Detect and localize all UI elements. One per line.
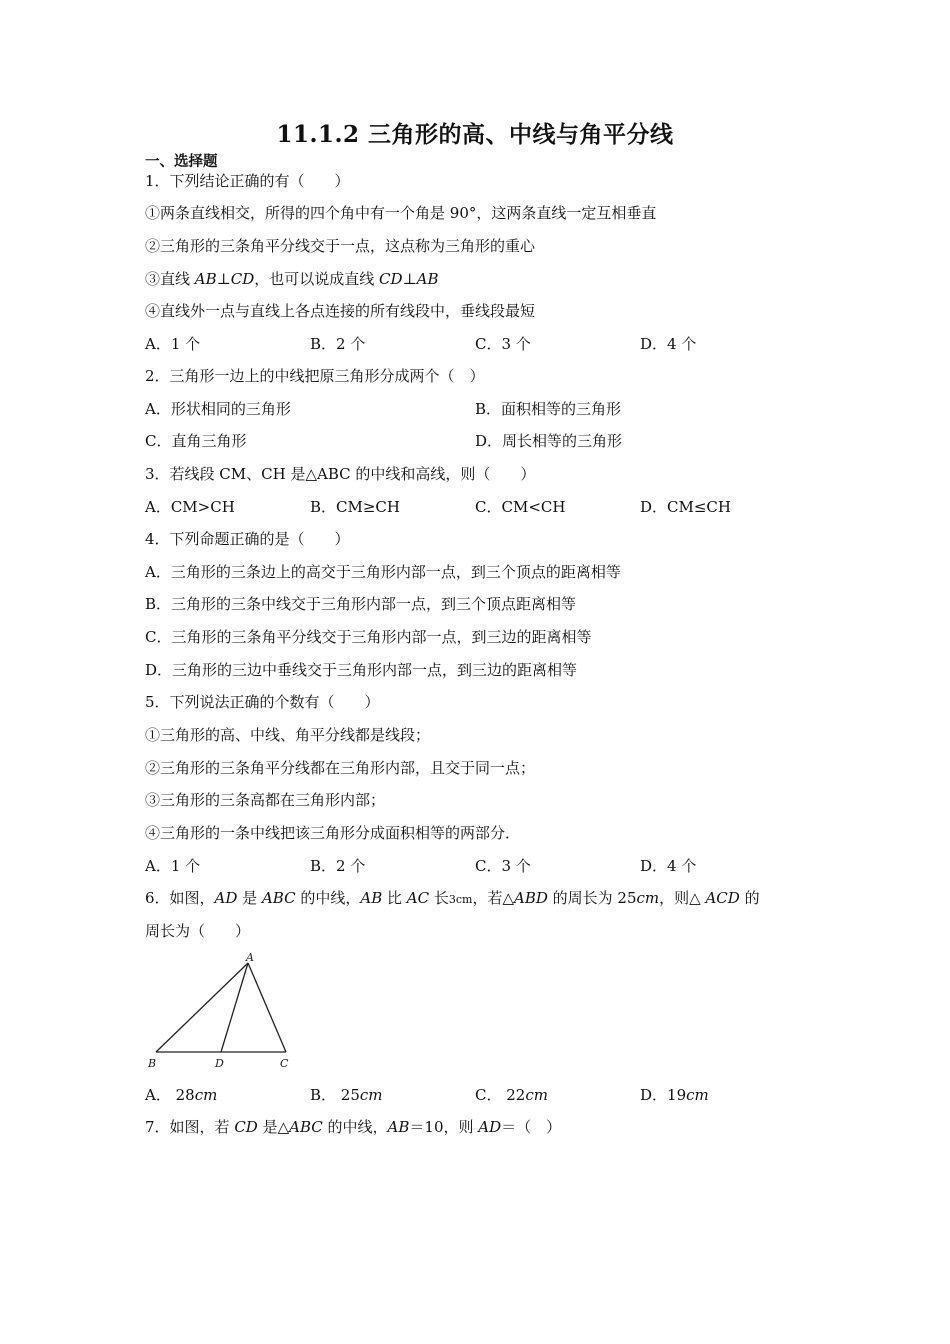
q6-option-b[interactable] <box>310 1085 383 1105</box>
q2-option-d[interactable]: D．周长相等的三角形 <box>475 432 623 450</box>
text: 是△ <box>257 1118 290 1136</box>
text: 是 <box>237 889 262 907</box>
q5-statement-2: ②三角形的三条角平分线都在三角形内部，且交于同一点； <box>145 759 536 777</box>
q2-stem: 2．三角形一边上的中线把原三角形分成两个（ ） <box>145 367 485 385</box>
math: cm <box>686 1086 709 1104</box>
text: A． 28 <box>145 1086 195 1104</box>
q5-statement-4: ④三角形的一条中线把该三角形分成面积相等的两部分． <box>145 824 521 842</box>
q1-option-c[interactable]: C．3 个 <box>475 335 531 353</box>
math: ACD <box>705 889 740 907</box>
math: ABD <box>514 889 548 907</box>
text: 7．如图，若 <box>145 1118 235 1136</box>
q3-option-a[interactable]: A．CM>CH <box>145 498 235 516</box>
text: B． 25 <box>310 1086 360 1104</box>
text: C． 22 <box>475 1086 526 1104</box>
q1-option-d[interactable]: D．4 个 <box>640 335 697 353</box>
q1-statement-1: ①两条直线相交，所得的四个角中有一个角是 90°，这两条直线一定互相垂直 <box>145 204 657 222</box>
q4-option-b[interactable]: B．三角形的三条中线交于三角形内部一点，到三个顶点距离相等 <box>145 595 577 613</box>
q3-option-c[interactable]: C．CM<CH <box>475 498 566 516</box>
q1-option-b[interactable]: B．2 个 <box>310 335 366 353</box>
math: cm <box>359 1086 383 1104</box>
text: D．19 <box>640 1086 687 1104</box>
q6-option-d[interactable] <box>640 1085 709 1105</box>
label-c: C <box>280 1057 289 1070</box>
q2-option-a[interactable]: A．形状相同的三角形 <box>145 400 291 418</box>
q3-option-d[interactable]: D．CM≤CH <box>640 498 731 516</box>
text: ，则△ <box>659 889 706 907</box>
text: 长 <box>429 889 449 907</box>
q3-option-b[interactable]: B．CM≥CH <box>310 498 400 516</box>
text: ＝（ ） <box>501 1118 562 1136</box>
text: ，若△ <box>472 889 514 907</box>
label-b: B <box>148 1057 157 1070</box>
q6-stem <box>145 888 760 910</box>
label-a: A <box>246 951 254 964</box>
q1-option-a[interactable]: A．1 个 <box>145 335 201 353</box>
q4-option-c[interactable]: C．三角形的三条角平分线交于三角形内部一点，到三边的距离相等 <box>145 628 592 646</box>
q1-statement-4: ④直线外一点与直线上各点连接的所有线段中，垂线段最短 <box>145 302 536 320</box>
label-d: D <box>215 1057 224 1070</box>
q5-stem: 5．下列说法正确的个数有（ ） <box>145 693 380 711</box>
q5-statement-3: ③三角形的三条高都在三角形内部； <box>145 791 386 809</box>
q4-option-d[interactable]: D．三角形的三边中垂线交于三角形内部一点，到三边的距离相等 <box>145 661 578 679</box>
math: AB <box>360 889 383 907</box>
math: cm <box>194 1086 218 1104</box>
side-ac <box>248 963 286 1052</box>
text: 6．如图， <box>145 889 215 907</box>
q3-stem: 3．若线段 CM、CH 是△ABC 的中线和高线，则（ ） <box>145 465 536 483</box>
q1-statement-3 <box>145 269 439 289</box>
text: 的中线， <box>322 1118 388 1136</box>
math: CD <box>379 270 403 288</box>
text: 的中线， <box>295 889 361 907</box>
math: AC <box>406 889 430 907</box>
q6-option-c[interactable] <box>475 1085 548 1105</box>
q5-option-a[interactable]: A．1 个 <box>145 857 201 875</box>
section-heading: 一、选择题 <box>145 153 218 170</box>
unit-text: 3cm <box>448 893 473 906</box>
math: AB <box>387 1118 410 1136</box>
q7-stem <box>145 1117 561 1137</box>
text: ⊥ <box>402 270 417 288</box>
math: AD <box>214 889 238 907</box>
math: CD <box>230 270 255 288</box>
q6-option-a[interactable] <box>145 1085 217 1105</box>
math: CD <box>234 1118 258 1136</box>
text: 的周长为 25 <box>547 889 637 907</box>
math: AD <box>478 1118 502 1136</box>
text: ⊥ <box>216 270 231 288</box>
math: cm <box>636 889 660 907</box>
q2-option-b[interactable]: B．面积相等的三角形 <box>475 400 622 418</box>
text: ＝10，则 <box>409 1118 479 1136</box>
text: 的 <box>739 889 760 907</box>
math: AB <box>194 270 217 288</box>
q6-stem-line-2: 周长为（ ） <box>145 922 251 940</box>
q5-option-b[interactable]: B．2 个 <box>310 857 366 875</box>
page-title: 11.1.2 三角形的高、中线与角平分线 <box>276 121 674 148</box>
triangle-figure <box>140 950 300 1075</box>
q5-option-c[interactable]: C．3 个 <box>475 857 531 875</box>
text: ③直线 <box>145 270 195 288</box>
q4-option-a[interactable]: A．三角形的三条边上的高交于三角形内部一点，到三个顶点的距离相等 <box>145 563 621 581</box>
q1-stem: 1．下列结论正确的有（ ） <box>145 172 350 190</box>
math: ABC <box>289 1118 323 1136</box>
text: 比 <box>382 889 407 907</box>
math: ABC <box>261 889 296 907</box>
q5-option-d[interactable]: D．4 个 <box>640 857 697 875</box>
q5-statement-1: ①三角形的高、中线、角平分线都是线段； <box>145 726 431 744</box>
q4-stem: 4．下列命题正确的是（ ） <box>145 530 350 548</box>
math: cm <box>525 1086 548 1104</box>
math: AB <box>416 270 439 288</box>
q2-option-c[interactable]: C．直角三角形 <box>145 432 247 450</box>
q1-statement-2: ②三角形的三条角平分线交于一点，这点称为三角形的重心 <box>145 237 536 255</box>
text: ，也可以说成直线 <box>254 270 380 288</box>
